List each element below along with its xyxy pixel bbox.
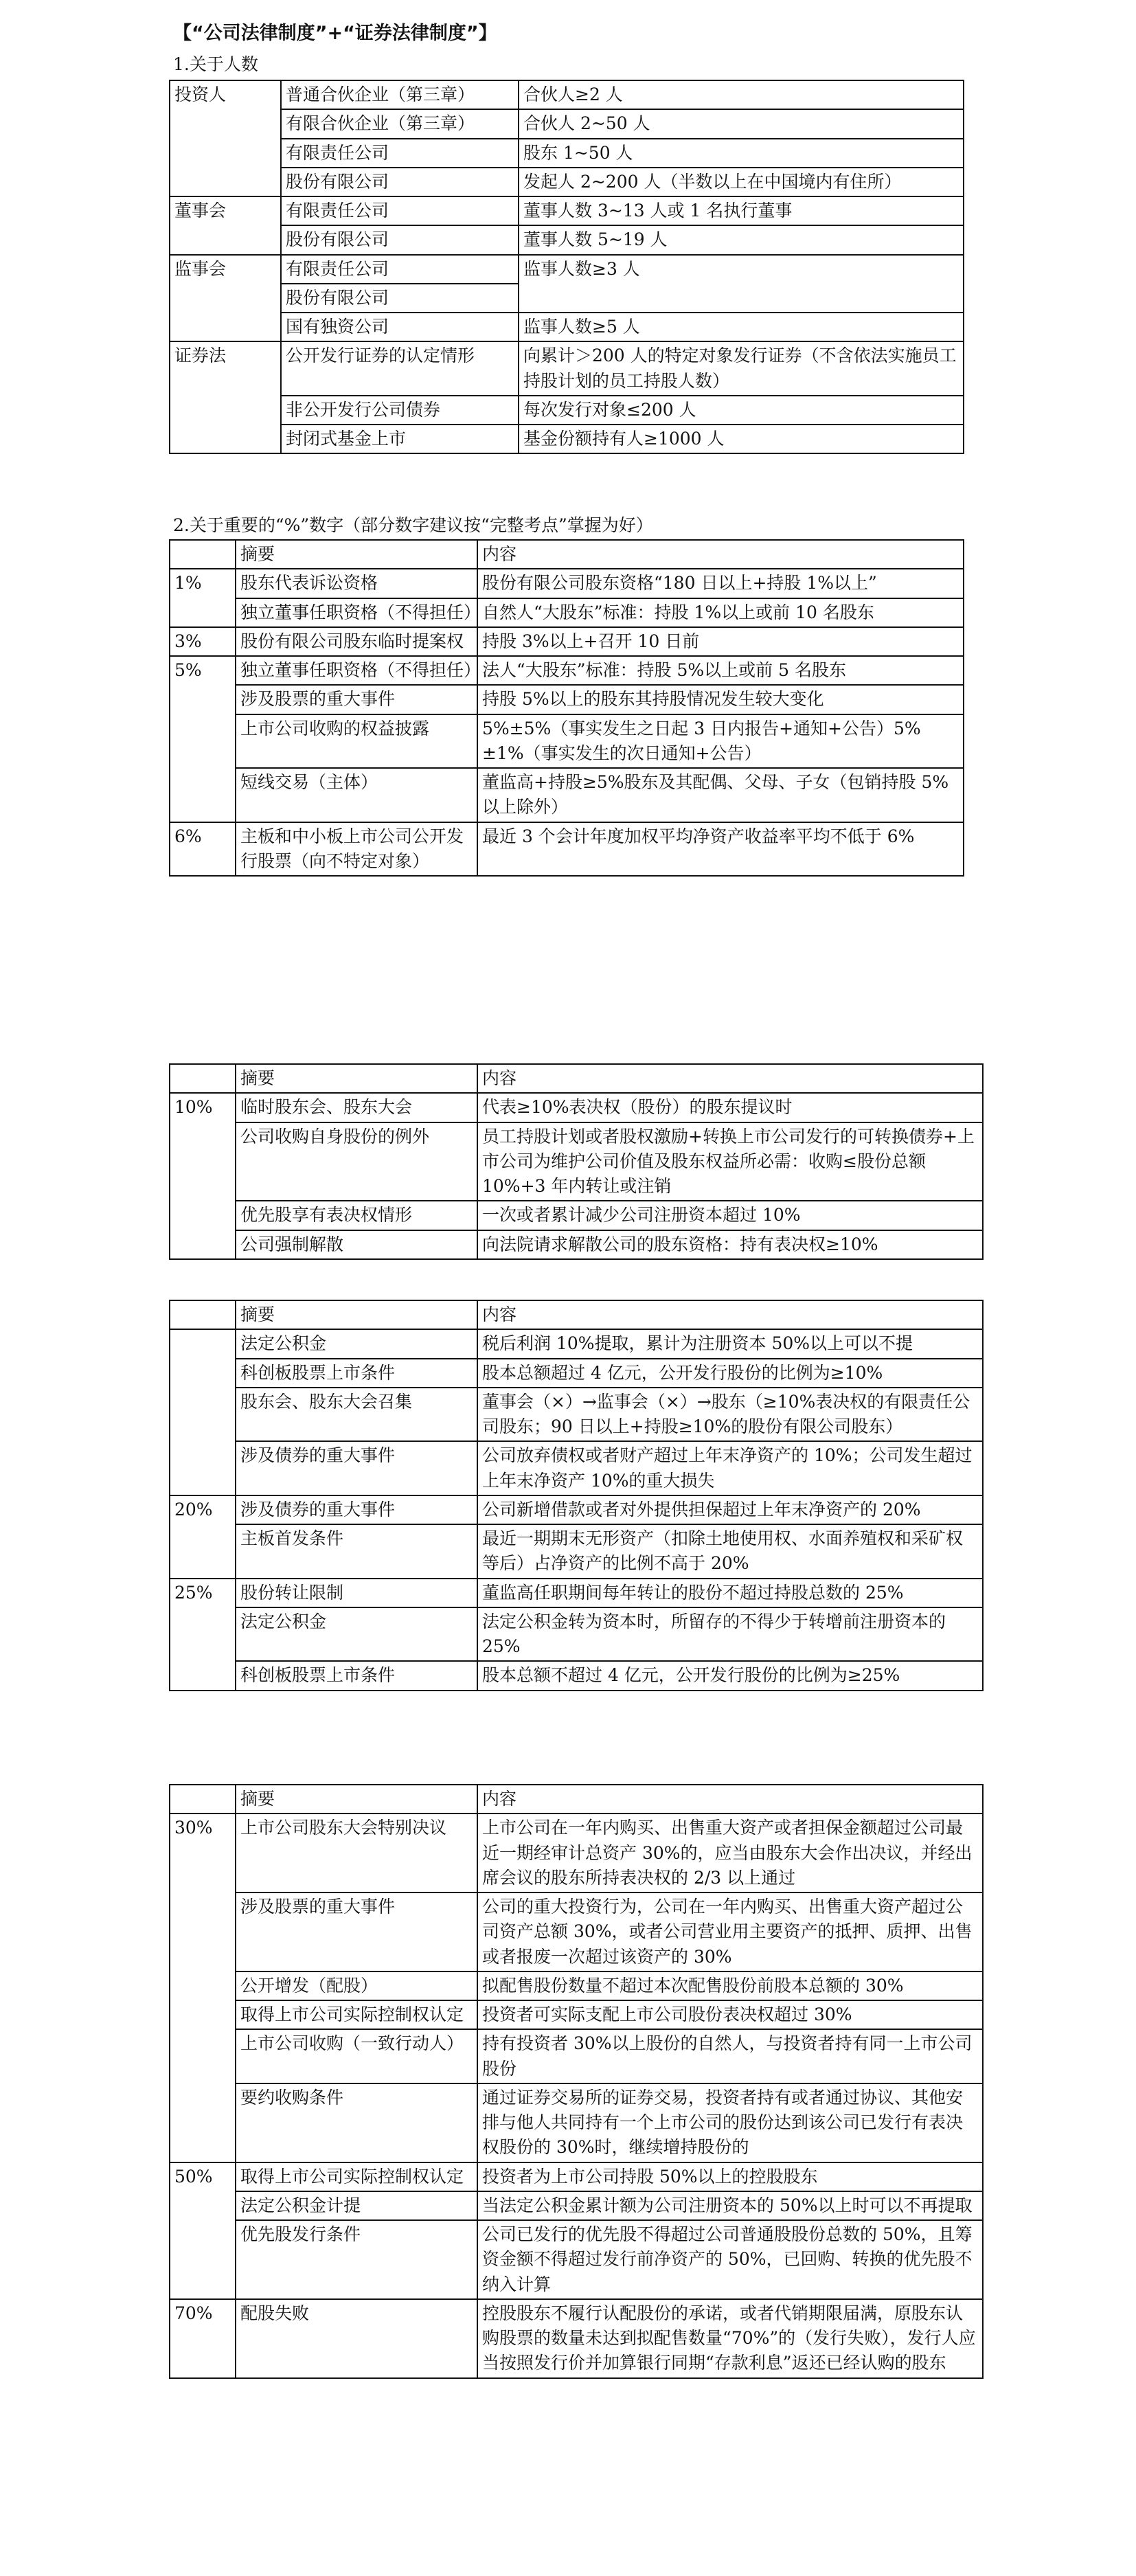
table-row bbox=[170, 1122, 983, 1201]
summary-cell: 法定公积金 bbox=[236, 1329, 477, 1358]
content-cell: 持有投资者 30%以上股份的自然人，与投资者持有同一上市公司股份 bbox=[477, 2029, 983, 2083]
header-blank bbox=[170, 540, 236, 569]
percent-table-4 bbox=[169, 1784, 984, 2379]
value-cell: 股东 1~50 人 bbox=[519, 139, 964, 168]
percent-label: 70% bbox=[170, 2299, 236, 2378]
value-cell: 董事人数 5~19 人 bbox=[519, 225, 964, 254]
item-cell: 股份有限公司 bbox=[281, 168, 519, 196]
table-row bbox=[170, 425, 964, 453]
percent-label: 6% bbox=[170, 822, 236, 877]
summary-cell: 涉及股票的重大事件 bbox=[236, 1893, 477, 1971]
value-cell: 向累计＞200 人的特定对象发行证券（不含依法实施员工持股计划的员工持股人数） bbox=[519, 341, 964, 396]
item-cell: 股份有限公司 bbox=[281, 284, 519, 313]
summary-cell: 上市公司股东大会特别决议 bbox=[236, 1814, 477, 1893]
header-summary: 摘要 bbox=[236, 1064, 477, 1093]
table-row bbox=[170, 1524, 983, 1579]
content-cell: 5%±5%（事实发生之日起 3 日内报告+通知+公告）5%±1%（事实发生的次日通知+公告） bbox=[477, 714, 964, 769]
summary-cell: 独立董事任职资格（不得担任） bbox=[236, 598, 477, 627]
summary-cell: 科创板股票上市条件 bbox=[236, 1359, 477, 1388]
header-blank bbox=[170, 1300, 236, 1329]
table-row bbox=[170, 1329, 983, 1358]
content-cell: 税后利润 10%提取，累计为注册资本 50%以上可以不提 bbox=[477, 1329, 983, 1358]
table-row bbox=[170, 656, 964, 685]
percent-label: 10% bbox=[170, 1093, 236, 1259]
percent-label bbox=[170, 1329, 236, 1495]
summary-cell: 上市公司收购的权益披露 bbox=[236, 714, 477, 769]
header-blank bbox=[170, 1785, 236, 1814]
page-title: 【“公司法律制度”+“证券法律制度”】 bbox=[173, 23, 497, 44]
table-row bbox=[170, 1230, 983, 1259]
percent-label: 1% bbox=[170, 569, 236, 627]
item-cell: 有限合伙企业（第三章） bbox=[281, 109, 519, 138]
content-cell: 董监高任职期间每年转让的股份不超过持股总数的 25% bbox=[477, 1579, 983, 1607]
content-cell: 法人“大股东”标准：持股 5%以上或前 5 名股东 bbox=[477, 656, 964, 685]
item-cell: 普通合伙企业（第三章） bbox=[281, 80, 519, 109]
group-label: 投资人 bbox=[170, 80, 281, 196]
content-cell: 公司的重大投资行为，公司在一年内购买、出售重大资产超过公司资产总额 30%，或者公司营业用主要资产的抵押、质押、出售或者报废一次超过该资产的 30% bbox=[477, 1893, 983, 1971]
header-content: 内容 bbox=[477, 1300, 983, 1329]
header-content: 内容 bbox=[477, 1785, 983, 1814]
summary-cell: 科创板股票上市条件 bbox=[236, 1661, 477, 1690]
table-row bbox=[170, 1814, 983, 1893]
table-row bbox=[170, 2083, 983, 2162]
summary-cell: 股份有限公司股东临时提案权 bbox=[236, 627, 477, 656]
summary-cell: 法定公积金 bbox=[236, 1607, 477, 1662]
summary-cell: 法定公积金计提 bbox=[236, 2191, 477, 2220]
content-cell: 投资者可实际支配上市公司股份表决权超过 30% bbox=[477, 2000, 983, 2029]
group-label: 证券法 bbox=[170, 341, 281, 453]
percent-label: 3% bbox=[170, 627, 236, 656]
percent-table-1 bbox=[169, 539, 964, 877]
table-row bbox=[170, 2162, 983, 2191]
table-row bbox=[170, 396, 964, 425]
people-count-table bbox=[169, 80, 964, 454]
header-summary: 摘要 bbox=[236, 1785, 477, 1814]
content-cell: 最近 3 个会计年度加权平均净资产收益率平均不低于 6% bbox=[477, 822, 964, 877]
item-cell: 封闭式基金上市 bbox=[281, 425, 519, 453]
percent-label: 25% bbox=[170, 1579, 236, 1691]
header-content: 内容 bbox=[477, 540, 964, 569]
table-row bbox=[170, 1201, 983, 1230]
table-row bbox=[170, 1579, 983, 1607]
header-row bbox=[170, 1785, 983, 1814]
table-row bbox=[170, 225, 964, 254]
table-row bbox=[170, 255, 964, 284]
content-cell: 拟配售股份数量不超过本次配售股份前股本总额的 30% bbox=[477, 1971, 983, 2000]
content-cell: 上市公司在一年内购买、出售重大资产或者担保金额超过公司最近一期经审计总资产 30%的，应当由股东大会作出决议，并经出席会议的股东所持表决权的 2/3 以上通过 bbox=[477, 1814, 983, 1893]
header-row bbox=[170, 1064, 983, 1093]
summary-cell: 取得上市公司实际控制权认定 bbox=[236, 2162, 477, 2191]
table-row bbox=[170, 1661, 983, 1690]
value-cell: 基金份额持有人≥1000 人 bbox=[519, 425, 964, 453]
content-cell: 股份有限公司股东资格“180 日以上+持股 1%以上” bbox=[477, 569, 964, 598]
summary-cell: 取得上市公司实际控制权认定 bbox=[236, 2000, 477, 2029]
item-cell: 非公开发行公司债券 bbox=[281, 396, 519, 425]
value-cell: 董事人数 3~13 人或 1 名执行董事 bbox=[519, 196, 964, 225]
content-cell: 一次或者累计减少公司注册资本超过 10% bbox=[477, 1201, 983, 1230]
content-cell: 向法院请求解散公司的股东资格：持有表决权≥10% bbox=[477, 1230, 983, 1259]
table-row bbox=[170, 313, 964, 341]
content-cell: 股本总额不超过 4 亿元，公开发行股份的比例为≥25% bbox=[477, 1661, 983, 1690]
content-cell: 公司新增借款或者对外提供担保超过上年末净资产的 20% bbox=[477, 1495, 983, 1524]
table-row bbox=[170, 598, 964, 627]
table-row bbox=[170, 768, 964, 822]
percent-label: 50% bbox=[170, 2162, 236, 2299]
summary-cell: 要约收购条件 bbox=[236, 2083, 477, 2162]
summary-cell: 涉及债券的重大事件 bbox=[236, 1441, 477, 1495]
group-label: 董事会 bbox=[170, 196, 281, 255]
content-cell: 最近一期期末无形资产（扣除土地使用权、水面养殖权和采矿权等后）占净资产的比例不高于 20% bbox=[477, 1524, 983, 1579]
value-cell: 监事人数≥3 人 bbox=[519, 255, 964, 313]
table-row bbox=[170, 2220, 983, 2299]
item-cell: 国有独资公司 bbox=[281, 313, 519, 341]
table-row bbox=[170, 569, 964, 598]
summary-cell: 配股失败 bbox=[236, 2299, 477, 2378]
percent-table-3 bbox=[169, 1300, 984, 1691]
summary-cell: 公司强制解散 bbox=[236, 1230, 477, 1259]
content-cell: 董事会（×）→监事会（×）→股东（≥10%表决权的有限责任公司股东；90 日以上+持股≥10%的股份有限公司股东） bbox=[477, 1388, 983, 1442]
summary-cell: 涉及债券的重大事件 bbox=[236, 1495, 477, 1524]
table-row bbox=[170, 1093, 983, 1122]
summary-cell: 独立董事任职资格（不得担任） bbox=[236, 656, 477, 685]
table-row bbox=[170, 685, 964, 714]
summary-cell: 优先股享有表决权情形 bbox=[236, 1201, 477, 1230]
item-cell: 有限责任公司 bbox=[281, 139, 519, 168]
header-content: 内容 bbox=[477, 1064, 983, 1093]
percent-label: 5% bbox=[170, 656, 236, 822]
content-cell: 当法定公积金累计额为公司注册资本的 50%以上时可以不再提取 bbox=[477, 2191, 983, 2220]
summary-cell: 公开增发（配股） bbox=[236, 1971, 477, 2000]
value-cell: 每次发行对象≤200 人 bbox=[519, 396, 964, 425]
table-row bbox=[170, 2191, 983, 2220]
value-cell: 监事人数≥5 人 bbox=[519, 313, 964, 341]
summary-cell: 涉及股票的重大事件 bbox=[236, 685, 477, 714]
table-row bbox=[170, 1971, 983, 2000]
section-heading-1: 1.关于人数 bbox=[173, 54, 258, 74]
table-row bbox=[170, 196, 964, 225]
header-blank bbox=[170, 1064, 236, 1093]
content-cell: 持股 3%以上+召开 10 日前 bbox=[477, 627, 964, 656]
table-row bbox=[170, 1441, 983, 1495]
table-row bbox=[170, 822, 964, 877]
content-cell: 通过证券交易所的证券交易，投资者持有或者通过协议、其他安排与他人共同持有一个上市公司的股份达到该公司已发行有表决权股份的 30%时，继续增持股份的 bbox=[477, 2083, 983, 2162]
content-cell: 股本总额超过 4 亿元，公开发行股份的比例为≥10% bbox=[477, 1359, 983, 1388]
table-row bbox=[170, 139, 964, 168]
content-cell: 法定公积金转为资本时，所留存的不得少于转增前注册资本的 25% bbox=[477, 1607, 983, 1662]
summary-cell: 临时股东会、股东大会 bbox=[236, 1093, 477, 1122]
table-row bbox=[170, 1388, 983, 1442]
header-row bbox=[170, 540, 964, 569]
summary-cell: 股东会、股东大会召集 bbox=[236, 1388, 477, 1442]
percent-label: 20% bbox=[170, 1495, 236, 1579]
group-label: 监事会 bbox=[170, 255, 281, 342]
table-row bbox=[170, 1893, 983, 1971]
table-row bbox=[170, 714, 964, 769]
content-cell: 控股股东不履行认配股份的承诺，或者代销期限届满，原股东认购股票的数量未达到拟配售数量“70%”的（发行失败），发行人应当按照发行价并加算银行同期“存款利息”返还已经认购的股东 bbox=[477, 2299, 983, 2378]
item-cell: 股份有限公司 bbox=[281, 225, 519, 254]
value-cell: 发起人 2~200 人（半数以上在中国境内有住所） bbox=[519, 168, 964, 196]
table-row bbox=[170, 2000, 983, 2029]
table-row bbox=[170, 1607, 983, 1662]
value-cell: 合伙人 2~50 人 bbox=[519, 109, 964, 138]
item-cell: 有限责任公司 bbox=[281, 196, 519, 225]
content-cell: 持股 5%以上的股东其持股情况发生较大变化 bbox=[477, 685, 964, 714]
summary-cell: 股东代表诉讼资格 bbox=[236, 569, 477, 598]
table-row bbox=[170, 2029, 983, 2083]
header-summary: 摘要 bbox=[236, 540, 477, 569]
content-cell: 公司放弃债权或者财产超过上年末净资产的 10%；公司发生超过上年末净资产 10%的重大损失 bbox=[477, 1441, 983, 1495]
summary-cell: 主板首发条件 bbox=[236, 1524, 477, 1579]
item-cell: 公开发行证券的认定情形 bbox=[281, 341, 519, 396]
content-cell: 代表≥10%表决权（股份）的股东提议时 bbox=[477, 1093, 983, 1122]
item-cell: 有限责任公司 bbox=[281, 255, 519, 284]
percent-label: 30% bbox=[170, 1814, 236, 2162]
content-cell: 员工持股计划或者股权激励+转换上市公司发行的可转换债券+上市公司为维护公司价值及股东权益所必需：收购≤股份总额 10%+3 年内转让或注销 bbox=[477, 1122, 983, 1201]
table-row bbox=[170, 2299, 983, 2378]
table-row bbox=[170, 168, 964, 196]
table-row bbox=[170, 109, 964, 138]
percent-table-2 bbox=[169, 1063, 984, 1260]
header-row bbox=[170, 1300, 983, 1329]
value-cell: 合伙人≥2 人 bbox=[519, 80, 964, 109]
content-cell: 董监高+持股≥5%股东及其配偶、父母、子女（包销持股 5%以上除外） bbox=[477, 768, 964, 822]
content-cell: 公司已发行的优先股不得超过公司普通股股份总数的 50%，且筹资金额不得超过发行前净资产的 50%，已回购、转换的优先股不纳入计算 bbox=[477, 2220, 983, 2299]
header-summary: 摘要 bbox=[236, 1300, 477, 1329]
table-row bbox=[170, 1359, 983, 1388]
summary-cell: 股份转让限制 bbox=[236, 1579, 477, 1607]
summary-cell: 优先股发行条件 bbox=[236, 2220, 477, 2299]
table-row bbox=[170, 80, 964, 109]
content-cell: 投资者为上市公司持股 50%以上的控股股东 bbox=[477, 2162, 983, 2191]
summary-cell: 公司收购自身股份的例外 bbox=[236, 1122, 477, 1201]
table-row bbox=[170, 1495, 983, 1524]
summary-cell: 主板和中小板上市公司公开发行股票（向不特定对象） bbox=[236, 822, 477, 877]
section-heading-2: 2.关于重要的“%”数字（部分数字建议按“完整考点”掌握为好） bbox=[173, 515, 653, 535]
summary-cell: 上市公司收购（一致行动人） bbox=[236, 2029, 477, 2083]
summary-cell: 短线交易（主体） bbox=[236, 768, 477, 822]
table-row bbox=[170, 627, 964, 656]
content-cell: 自然人“大股东”标准：持股 1%以上或前 10 名股东 bbox=[477, 598, 964, 627]
table-row bbox=[170, 341, 964, 396]
